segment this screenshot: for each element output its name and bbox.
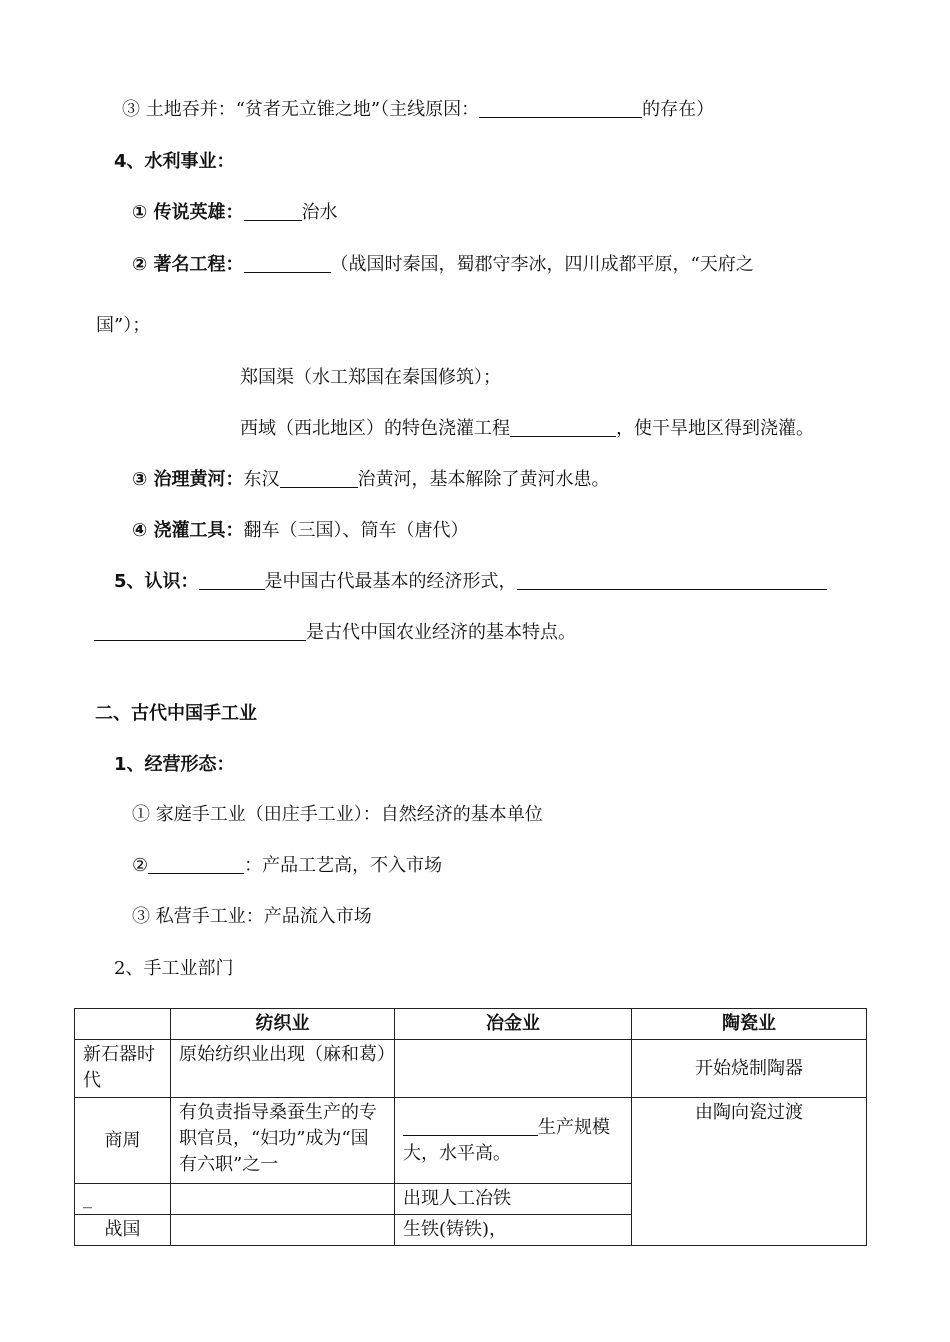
irrigation-tools-label: ④ 浇灌工具： [132, 520, 244, 541]
departments-heading: 2、手工业部门 [114, 958, 234, 979]
answer-blank[interactable] [280, 469, 358, 488]
form-private: ③ 私营手工业：产品流入市场 [132, 906, 372, 927]
period-cell: _ [75, 1184, 171, 1215]
form-family: ① 家庭手工业（田庄手工业）：自然经济的基本单位 [132, 804, 543, 825]
answer-blank[interactable] [244, 202, 302, 221]
handicraft-table [74, 1008, 867, 1246]
textile-cell: 有负责指导桑蚕生产的专职官员，“妇功”成为“国有六职”之一 [171, 1098, 395, 1184]
yellow-river-suffix: 治黄河，基本解除了黄河水患。 [357, 469, 610, 490]
xiyu-suffix: ，使干旱地区得到浇灌。 [616, 418, 814, 439]
famous-project-cont: 国”）； [96, 315, 151, 336]
period-cell: 战国 [75, 1215, 171, 1246]
textile-cell [171, 1215, 395, 1246]
famous-project-line [132, 253, 754, 277]
metal-cell: 生铁(铸铁)， [395, 1215, 632, 1246]
yellow-river-prefix: 东汉 [243, 469, 280, 490]
form-official-suffix: ：产品工艺高，不入市场 [244, 855, 443, 876]
operation-forms-heading: 1、经营形态： [114, 754, 235, 775]
table-row [75, 1040, 867, 1098]
zhengguo-canal: 郑国渠（水工郑国在秦国修筑）； [240, 367, 501, 388]
irrigation-tools-text: 翻车（三国）、筒车（唐代） [243, 520, 469, 541]
legend-hero-suffix: 治水 [301, 202, 338, 223]
table-row [75, 1098, 867, 1184]
land-annexation-suffix: 的存在） [642, 99, 715, 120]
metal-scale-text: 生产规模大，水平高。 [403, 1116, 610, 1164]
yellow-river-line [132, 468, 610, 492]
land-annexation-prefix: ③ 土地吞并：“贫者无立锥之地”（主线原因： [122, 99, 480, 120]
period-cell: 新石器时代 [75, 1040, 171, 1098]
understanding-cont [94, 621, 576, 645]
form-official-prefix: ② [132, 855, 149, 876]
understanding-middle: 是中国古代最基本的经济形式， [264, 571, 517, 592]
land-annexation-line [122, 98, 714, 122]
textile-cell [171, 1184, 395, 1215]
understanding-label: 5、认识： [114, 571, 199, 592]
ceramics-cell: 由陶向瓷过渡 [632, 1098, 867, 1246]
period-cell: 商周 [75, 1098, 171, 1184]
header-cell [75, 1009, 171, 1040]
metal-cell [395, 1040, 632, 1098]
section-title-handicraft: 二、古代中国手工业 [95, 703, 257, 724]
header-cell: 冶金业 [395, 1009, 632, 1040]
textile-cell: 原始纺织业出现（麻和葛） [171, 1040, 395, 1098]
yellow-river-label: ③ 治理黄河： [132, 469, 244, 490]
metal-cell [395, 1098, 632, 1184]
answer-blank[interactable] [510, 418, 616, 437]
header-cell: 纺织业 [171, 1009, 395, 1040]
header-cell: 陶瓷业 [632, 1009, 867, 1040]
metal-cell: 出现人工冶铁 [395, 1184, 632, 1215]
answer-blank[interactable] [403, 1117, 538, 1136]
answer-blank[interactable] [517, 571, 827, 590]
legend-hero-line [132, 201, 338, 225]
famous-project-label: ② 著名工程： [132, 254, 244, 275]
xiyu-prefix: 西域（西北地区）的特色浇灌工程 [240, 418, 510, 439]
answer-blank[interactable] [199, 571, 265, 590]
legend-hero-label: ① 传说英雄： [132, 202, 244, 223]
understanding-end: 是古代中国农业经济的基本特点。 [306, 622, 576, 643]
answer-blank[interactable] [148, 855, 244, 874]
xiyu-line [240, 417, 814, 441]
table-header-row [75, 1009, 867, 1040]
ceramics-cell: 开始烧制陶器 [632, 1040, 867, 1098]
famous-project-note: （战国时秦国，蜀郡守李冰，四川成都平原，“天府之 [330, 254, 754, 275]
answer-blank[interactable] [479, 99, 642, 118]
understanding-line [114, 570, 827, 594]
water-heading: 4、水利事业： [114, 151, 235, 172]
answer-blank[interactable] [244, 254, 331, 273]
answer-blank[interactable] [94, 622, 306, 641]
irrigation-tools-line [132, 519, 469, 543]
form-official-line [132, 854, 442, 878]
